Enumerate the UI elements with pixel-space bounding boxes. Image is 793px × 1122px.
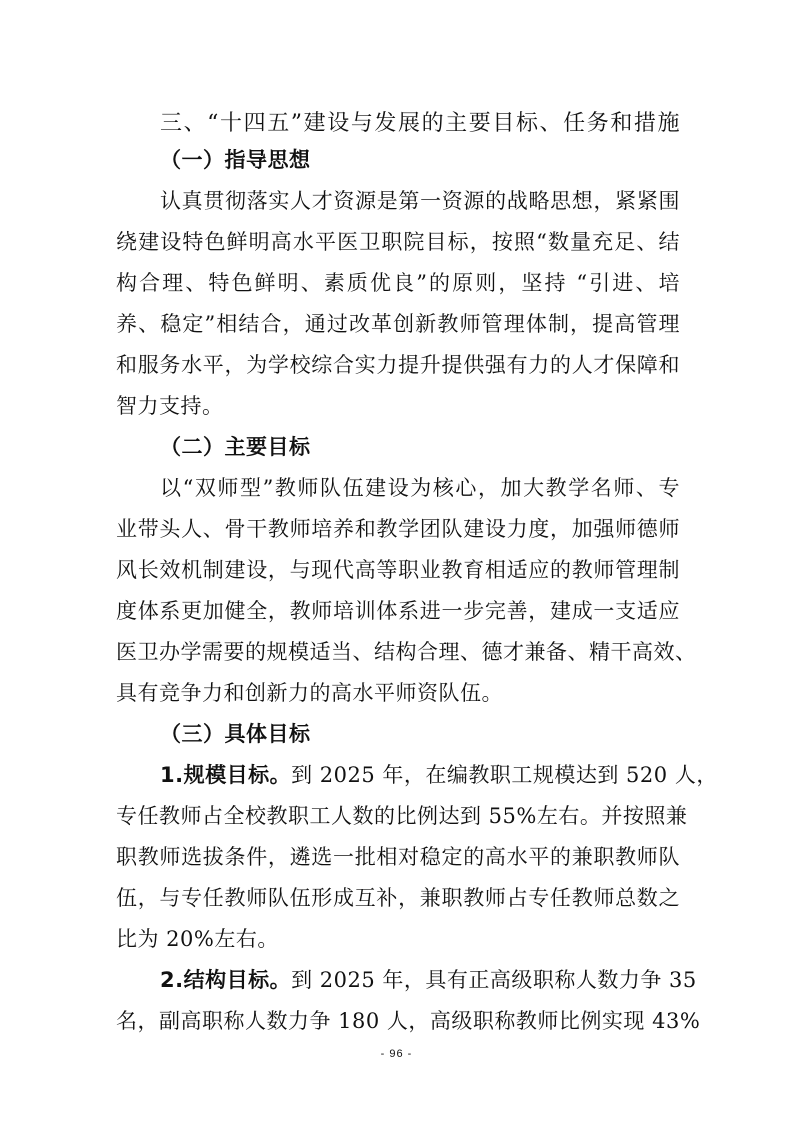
- item-scale-goal-first-line: [160, 761, 718, 789]
- paragraph-line: 比为 20%左右。: [116, 927, 279, 951]
- section-title: 三、“十四五”建设与发展的主要目标、任务和措施: [160, 111, 680, 136]
- item-structure-goal-first-line: [160, 966, 697, 994]
- paragraph-line: 养、稳定”相结合，通过改革创新教师管理体制，提高管理: [116, 312, 680, 336]
- item-lead-structure: 2.结构目标。: [160, 968, 292, 992]
- paragraph-line: 业带头人、骨干教师培养和教学团队建设力度，加强师德师: [116, 517, 680, 541]
- paragraph-line: 风长效机制建设，与现代高等职业教育相适应的教师管理制: [116, 558, 680, 582]
- heading-guiding-ideology: （一）指导思想: [160, 148, 311, 172]
- paragraph-line: 伍，与专任教师队伍形成互补，兼职教师占专任教师总数之: [116, 886, 680, 910]
- paragraph-line: 医卫办学需要的规模适当、结构合理、德才兼备、精干高效、: [116, 640, 697, 664]
- heading-specific-goals: （三）具体目标: [160, 722, 311, 746]
- paragraph-line: 职教师选拔条件，遴选一批相对稳定的高水平的兼职教师队: [116, 845, 680, 869]
- item-text: 到 2025 年，具有正高级职称人数力争 35: [291, 968, 697, 992]
- page-number: - 96 -: [380, 1048, 413, 1060]
- paragraph-line: 专任教师占全校教职工人数的比例达到 55%左右。并按照兼: [116, 804, 688, 828]
- item-lead-scale: 1.规模目标。: [160, 763, 292, 787]
- paragraph-line: 认真贯彻落实人才资源是第一资源的战略思想，紧紧围: [160, 189, 680, 213]
- item-text: 到 2025 年，在编教职工规模达到 520 人，: [291, 763, 718, 787]
- paragraph-line: 绕建设特色鲜明高水平医卫职院目标，按照“数量充足、结: [116, 230, 680, 254]
- paragraph-line: 和服务水平，为学校综合实力提升提供强有力的人才保障和: [116, 353, 680, 377]
- paragraph-line: 构合理、特色鲜明、素质优良”的原则，坚持 “引进、培: [116, 271, 680, 295]
- heading-main-goals: （二）主要目标: [160, 435, 311, 459]
- paragraph-line: 智力支持。: [116, 394, 224, 418]
- paragraph-line: 以“双师型”教师队伍建设为核心，加大教学名师、专: [160, 476, 680, 500]
- paragraph-line: 名，副高职称人数力争 180 人，高级职称教师比例实现 43%: [116, 1009, 701, 1033]
- paragraph-line: 度体系更加健全，教师培训体系进一步完善，建成一支适应: [116, 599, 680, 623]
- paragraph-line: 具有竞争力和创新力的高水平师资队伍。: [116, 681, 503, 705]
